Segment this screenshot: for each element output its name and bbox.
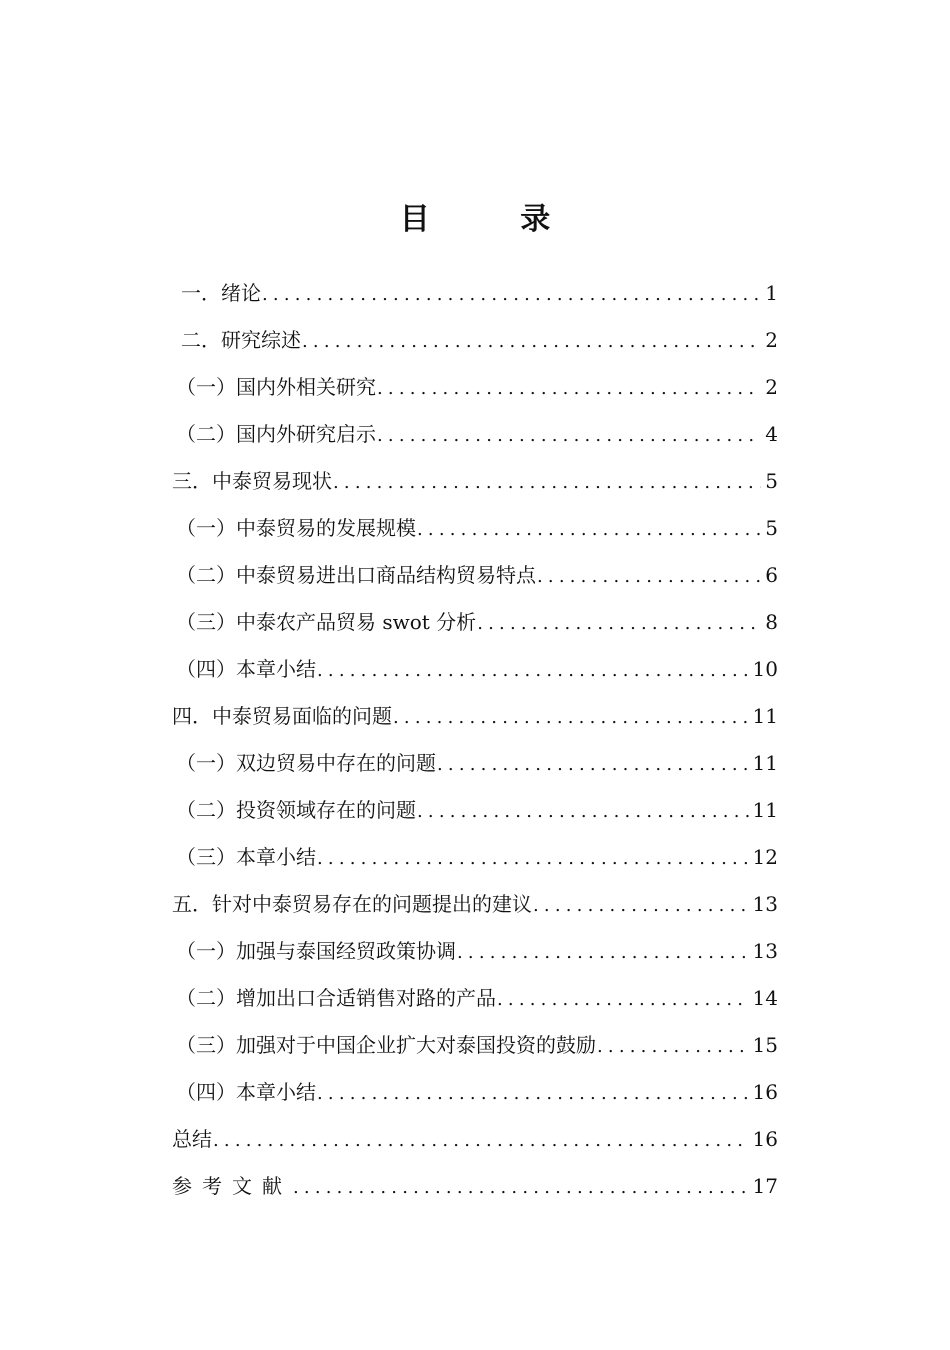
toc-entry-text: 五．针对中泰贸易存在的问题提出的建议 (172, 892, 532, 916)
toc-entry[interactable] (172, 646, 778, 693)
dot-leader (437, 741, 749, 788)
toc-entry-text: （四）本章小结 (176, 1080, 316, 1104)
toc-entry[interactable] (172, 693, 778, 740)
toc-entry-text: 参考文献 (172, 1174, 292, 1198)
toc-entry-text: （一）加强与泰国经贸政策协调 (176, 939, 456, 963)
toc-entry-text: （二）国内外研究启示 (176, 422, 376, 446)
toc-page-number: 16 (752, 1080, 778, 1104)
dot-leader (393, 694, 749, 741)
dot-leader (533, 882, 749, 929)
table-of-contents (172, 270, 778, 1210)
toc-entry[interactable] (172, 364, 778, 411)
toc-entry[interactable] (172, 599, 778, 646)
toc-entry[interactable] (172, 881, 778, 928)
toc-entry-text: （三）本章小结 (176, 845, 316, 869)
toc-entry-text: （三）中泰农产品贸易 swot 分析 (176, 610, 477, 634)
dot-leader (417, 506, 761, 553)
toc-page-number: 5 (765, 516, 778, 540)
toc-entry[interactable] (172, 1116, 778, 1163)
toc-page-number: 2 (765, 375, 778, 399)
toc-page-number: 2 (765, 328, 778, 352)
toc-entry[interactable] (172, 928, 778, 975)
toc-page-number: 12 (752, 845, 778, 869)
dot-leader (317, 1070, 749, 1117)
toc-entry-text: （一）双边贸易中存在的问题 (176, 751, 436, 775)
toc-entry[interactable] (172, 1163, 778, 1210)
toc-entry-text: （一）中泰贸易的发展规模 (176, 516, 416, 540)
toc-page-number: 10 (752, 657, 778, 681)
dot-leader (262, 271, 761, 318)
toc-page-number: 5 (765, 469, 778, 493)
toc-entry[interactable] (172, 740, 778, 787)
toc-entry-text: （四）本章小结 (176, 657, 316, 681)
toc-page-number: 8 (765, 610, 778, 634)
toc-page-number: 11 (752, 798, 778, 822)
toc-entry-text: 总结 (172, 1127, 212, 1151)
toc-page-number: 15 (752, 1033, 778, 1057)
dot-leader (377, 365, 761, 412)
toc-entry[interactable] (172, 505, 778, 552)
dot-leader (417, 788, 749, 835)
toc-title: 目 录 (399, 202, 591, 237)
toc-entry-text: （一）国内外相关研究 (176, 375, 376, 399)
dot-leader (302, 318, 761, 365)
toc-entry[interactable] (172, 1069, 778, 1116)
toc-entry[interactable] (172, 270, 778, 317)
dot-leader (293, 1164, 749, 1211)
toc-entry-text: 三．中泰贸易现状 (172, 469, 332, 493)
toc-page-number: 14 (752, 986, 778, 1010)
dot-leader (333, 459, 761, 506)
toc-page-number: 4 (765, 422, 778, 446)
toc-entry-text: （二）中泰贸易进出口商品结构贸易特点 (176, 563, 536, 587)
dot-leader (317, 835, 749, 882)
dot-leader (497, 976, 749, 1023)
toc-entry[interactable] (172, 411, 778, 458)
toc-entry[interactable] (172, 552, 778, 599)
toc-page-number: 11 (752, 751, 778, 775)
toc-page-number: 11 (752, 704, 778, 728)
dot-leader (477, 600, 761, 647)
dot-leader (213, 1117, 749, 1164)
toc-entry-text: （三）加强对于中国企业扩大对泰国投资的鼓励 (176, 1033, 596, 1057)
toc-page-number: 13 (752, 892, 778, 916)
toc-entry[interactable] (172, 317, 778, 364)
toc-page-number: 6 (765, 563, 778, 587)
dot-leader (317, 647, 749, 694)
toc-page-number: 16 (752, 1127, 778, 1151)
toc-entry[interactable] (172, 1022, 778, 1069)
dot-leader (597, 1023, 749, 1070)
toc-page-number: 13 (752, 939, 778, 963)
dot-leader (537, 553, 761, 600)
toc-entry[interactable] (172, 975, 778, 1022)
toc-entry[interactable] (172, 834, 778, 881)
toc-entry-text: 一．绪论 (181, 281, 261, 305)
toc-entry-text: （二）增加出口合适销售对路的产品 (176, 986, 496, 1010)
toc-page-number: 17 (752, 1174, 778, 1198)
toc-entry-text: 二．研究综述 (181, 328, 301, 352)
toc-entry-text: 四．中泰贸易面临的问题 (172, 704, 392, 728)
dot-leader (457, 929, 749, 976)
dot-leader (377, 412, 761, 459)
toc-entry[interactable] (172, 458, 778, 505)
toc-page-number: 1 (765, 281, 778, 305)
toc-entry[interactable] (172, 787, 778, 834)
toc-entry-text: （二）投资领域存在的问题 (176, 798, 416, 822)
